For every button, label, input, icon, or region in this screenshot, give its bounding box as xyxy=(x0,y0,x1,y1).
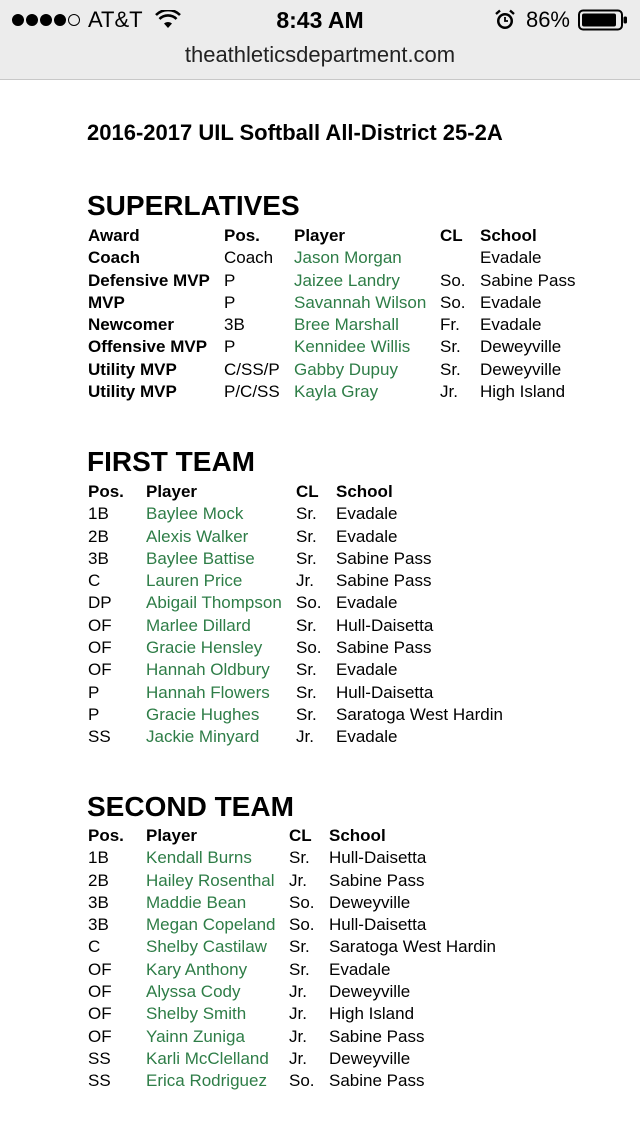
cell-school: High Island xyxy=(480,382,566,402)
cell-class: So. xyxy=(289,915,315,935)
column-header-school: School xyxy=(329,826,386,845)
cell-school: Evadale xyxy=(480,315,542,335)
player-link[interactable]: Gracie Hughes xyxy=(146,704,260,724)
cell-class: Sr. xyxy=(296,660,317,680)
player-link[interactable]: Alyssa Cody xyxy=(146,982,241,1002)
cell-class: Jr. xyxy=(289,982,307,1002)
browser-chrome xyxy=(0,0,640,80)
player-link[interactable]: Abigail Thompson xyxy=(146,593,282,613)
cell-school: Sabine Pass xyxy=(480,270,576,290)
player-link[interactable]: Kayla Gray xyxy=(294,382,379,402)
status-right xyxy=(494,7,628,33)
cell-school: Evadale xyxy=(336,593,398,613)
column-header-class: CL xyxy=(289,826,312,845)
player-link[interactable]: Maddie Bean xyxy=(146,892,247,912)
column-header-position: Pos. xyxy=(88,482,124,501)
cell-school: Sabine Pass xyxy=(336,571,432,591)
cell-class: Jr. xyxy=(289,1004,307,1024)
cell-position: 3B xyxy=(88,892,109,912)
player-link[interactable]: Shelby Castilaw xyxy=(146,937,267,957)
player-link[interactable]: Alexis Walker xyxy=(146,526,249,546)
player-link[interactable]: Hannah Flowers xyxy=(146,682,270,702)
column-header-position: Pos. xyxy=(224,226,260,245)
carrier-label: AT&T xyxy=(88,7,143,32)
cell-school: Hull-Daisetta xyxy=(336,615,434,635)
signal-dot xyxy=(68,14,80,26)
cell-class: Jr. xyxy=(289,870,307,890)
cell-school: Sabine Pass xyxy=(336,548,432,568)
cell-position: P xyxy=(224,292,236,312)
cell-class: Jr. xyxy=(289,1026,307,1046)
cell-class: Jr. xyxy=(296,727,314,747)
signal-dot xyxy=(12,14,24,26)
cell-school: Saratoga West Hardin xyxy=(329,937,496,957)
cell-class: Sr. xyxy=(289,937,310,957)
cell-class: Sr. xyxy=(289,848,310,868)
cell-school: Sabine Pass xyxy=(329,1071,425,1091)
first-team-heading: FIRST TEAM xyxy=(87,446,255,477)
column-header-award: Award xyxy=(88,226,140,245)
cell-school: Hull-Daisetta xyxy=(329,915,427,935)
cell-position: OF xyxy=(88,1026,112,1046)
cell-school: Saratoga West Hardin xyxy=(336,704,503,724)
column-header-player: Player xyxy=(146,482,198,501)
cell-award: Newcomer xyxy=(88,315,174,335)
cell-position: SS xyxy=(88,727,111,747)
url-bar[interactable]: theathleticsdepartment.com xyxy=(184,42,456,67)
cell-school: Evadale xyxy=(336,727,398,747)
cell-class: Sr. xyxy=(296,548,317,568)
cell-award: Coach xyxy=(88,248,140,268)
status-left xyxy=(12,7,181,33)
column-header-player: Player xyxy=(294,226,346,245)
cell-position: 1B xyxy=(88,848,109,868)
cell-school: Evadale xyxy=(336,526,398,546)
alarm-icon xyxy=(494,9,516,31)
signal-dot xyxy=(26,14,38,26)
cell-position: SS xyxy=(88,1048,111,1068)
cell-class: Sr. xyxy=(289,959,310,979)
player-link[interactable]: Kennidee Willis xyxy=(294,337,411,357)
wifi-icon xyxy=(155,10,181,30)
column-header-class: CL xyxy=(296,482,319,501)
cell-position: DP xyxy=(88,593,112,613)
cell-award: MVP xyxy=(88,292,125,312)
battery-icon xyxy=(578,9,628,31)
cell-school: Deweyville xyxy=(329,982,411,1002)
cell-class: So. xyxy=(296,593,322,613)
cell-position: Coach xyxy=(224,248,274,268)
cell-class: Sr. xyxy=(296,704,317,724)
cell-school: Sabine Pass xyxy=(329,870,425,890)
cell-position: 3B xyxy=(88,548,109,568)
signal-dots-icon xyxy=(12,14,80,26)
column-header-player: Player xyxy=(146,826,198,845)
cell-award: Offensive MVP xyxy=(88,337,208,357)
player-link[interactable]: Marlee Dillard xyxy=(146,615,251,635)
cell-position: 3B xyxy=(224,315,245,335)
cell-class: So. xyxy=(440,270,466,290)
cell-school: Deweyville xyxy=(329,892,411,912)
column-header-class: CL xyxy=(440,226,463,245)
cell-class: Sr. xyxy=(296,615,317,635)
cell-school: Deweyville xyxy=(480,359,562,379)
cell-school: Deweyville xyxy=(329,1048,411,1068)
cell-position: P/C/SS xyxy=(224,382,280,402)
cell-position: OF xyxy=(88,982,112,1002)
column-header-school: School xyxy=(480,226,537,245)
cell-class: So. xyxy=(289,1071,315,1091)
column-header-school: School xyxy=(336,482,393,501)
cell-school: Evadale xyxy=(480,248,542,268)
cell-class: Fr. xyxy=(440,315,460,335)
player-link[interactable]: Savannah Wilson xyxy=(294,292,427,312)
player-link[interactable]: Jason Morgan xyxy=(294,248,402,268)
player-link[interactable]: Erica Rodriguez xyxy=(146,1071,267,1091)
cell-school: Deweyville xyxy=(480,337,562,357)
status-time: 8:43 AM xyxy=(276,7,364,33)
player-link[interactable]: Hailey Rosenthal xyxy=(146,870,275,890)
cell-position: C xyxy=(88,937,101,957)
player-link[interactable]: Megan Copeland xyxy=(146,915,276,935)
cell-award: Utility MVP xyxy=(88,382,177,402)
status-bar xyxy=(0,0,640,40)
cell-award: Defensive MVP xyxy=(88,270,210,290)
cell-position: OF xyxy=(88,959,112,979)
cell-position: C/SS/P xyxy=(224,359,280,379)
cell-school: Evadale xyxy=(336,660,398,680)
cell-position: 1B xyxy=(88,504,109,524)
cell-school: High Island xyxy=(329,1004,415,1024)
cell-award: Utility MVP xyxy=(88,359,177,379)
cell-class: Sr. xyxy=(440,359,461,379)
cell-class: Sr. xyxy=(296,504,317,524)
cell-class: So. xyxy=(440,292,466,312)
signal-dot xyxy=(40,14,52,26)
column-header-position: Pos. xyxy=(88,826,124,845)
cell-position: OF xyxy=(88,615,112,635)
cell-class: Jr. xyxy=(440,382,458,402)
cell-position: 2B xyxy=(88,526,109,546)
cell-class: So. xyxy=(289,892,315,912)
player-link[interactable]: Kary Anthony xyxy=(146,959,248,979)
cell-position: 2B xyxy=(88,870,109,890)
cell-position: SS xyxy=(88,1071,111,1091)
player-link[interactable]: Yainn Zuniga xyxy=(146,1026,245,1046)
cell-position: P xyxy=(88,682,100,702)
cell-class: Sr. xyxy=(440,337,461,357)
player-link[interactable]: Bree Marshall xyxy=(294,315,399,335)
signal-dot xyxy=(54,14,66,26)
player-link[interactable]: Lauren Price xyxy=(146,571,243,591)
player-link[interactable]: Shelby Smith xyxy=(146,1004,247,1024)
cell-school: Sabine Pass xyxy=(329,1026,425,1046)
cell-school: Hull-Daisetta xyxy=(336,682,434,702)
cell-position: C xyxy=(88,571,101,591)
cell-school: Sabine Pass xyxy=(336,638,432,658)
cell-school: Evadale xyxy=(329,959,391,979)
player-link[interactable]: Hannah Oldbury xyxy=(146,660,270,680)
cell-class: So. xyxy=(296,638,322,658)
page-title: 2016-2017 UIL Softball All-District 25-2A xyxy=(87,120,503,145)
cell-position: OF xyxy=(88,638,112,658)
cell-school: Hull-Daisetta xyxy=(329,848,427,868)
player-link[interactable]: Gabby Dupuy xyxy=(294,359,398,379)
cell-class: Jr. xyxy=(289,1048,307,1068)
cell-class: Sr. xyxy=(296,682,317,702)
second-team-heading: SECOND TEAM xyxy=(87,791,294,822)
cell-position: P xyxy=(224,337,236,357)
player-link[interactable]: Baylee Mock xyxy=(146,504,244,524)
cell-position: P xyxy=(224,270,236,290)
player-link[interactable]: Karli McClelland xyxy=(146,1048,269,1068)
cell-school: Evadale xyxy=(480,292,542,312)
cell-class: Jr. xyxy=(296,571,314,591)
player-link[interactable]: Gracie Hensley xyxy=(146,638,263,658)
player-link[interactable]: Jackie Minyard xyxy=(146,727,260,747)
cell-school: Evadale xyxy=(336,504,398,524)
cell-position: OF xyxy=(88,660,112,680)
player-link[interactable]: Kendall Burns xyxy=(146,848,252,868)
cell-position: OF xyxy=(88,1004,112,1024)
battery-percent: 86% xyxy=(525,7,570,32)
player-link[interactable]: Jaizee Landry xyxy=(294,270,400,290)
cell-position: 3B xyxy=(88,915,109,935)
player-link[interactable]: Baylee Battise xyxy=(146,548,255,568)
cell-position: P xyxy=(88,704,100,724)
cell-class: Sr. xyxy=(296,526,317,546)
superlatives-heading: SUPERLATIVES xyxy=(87,190,300,221)
